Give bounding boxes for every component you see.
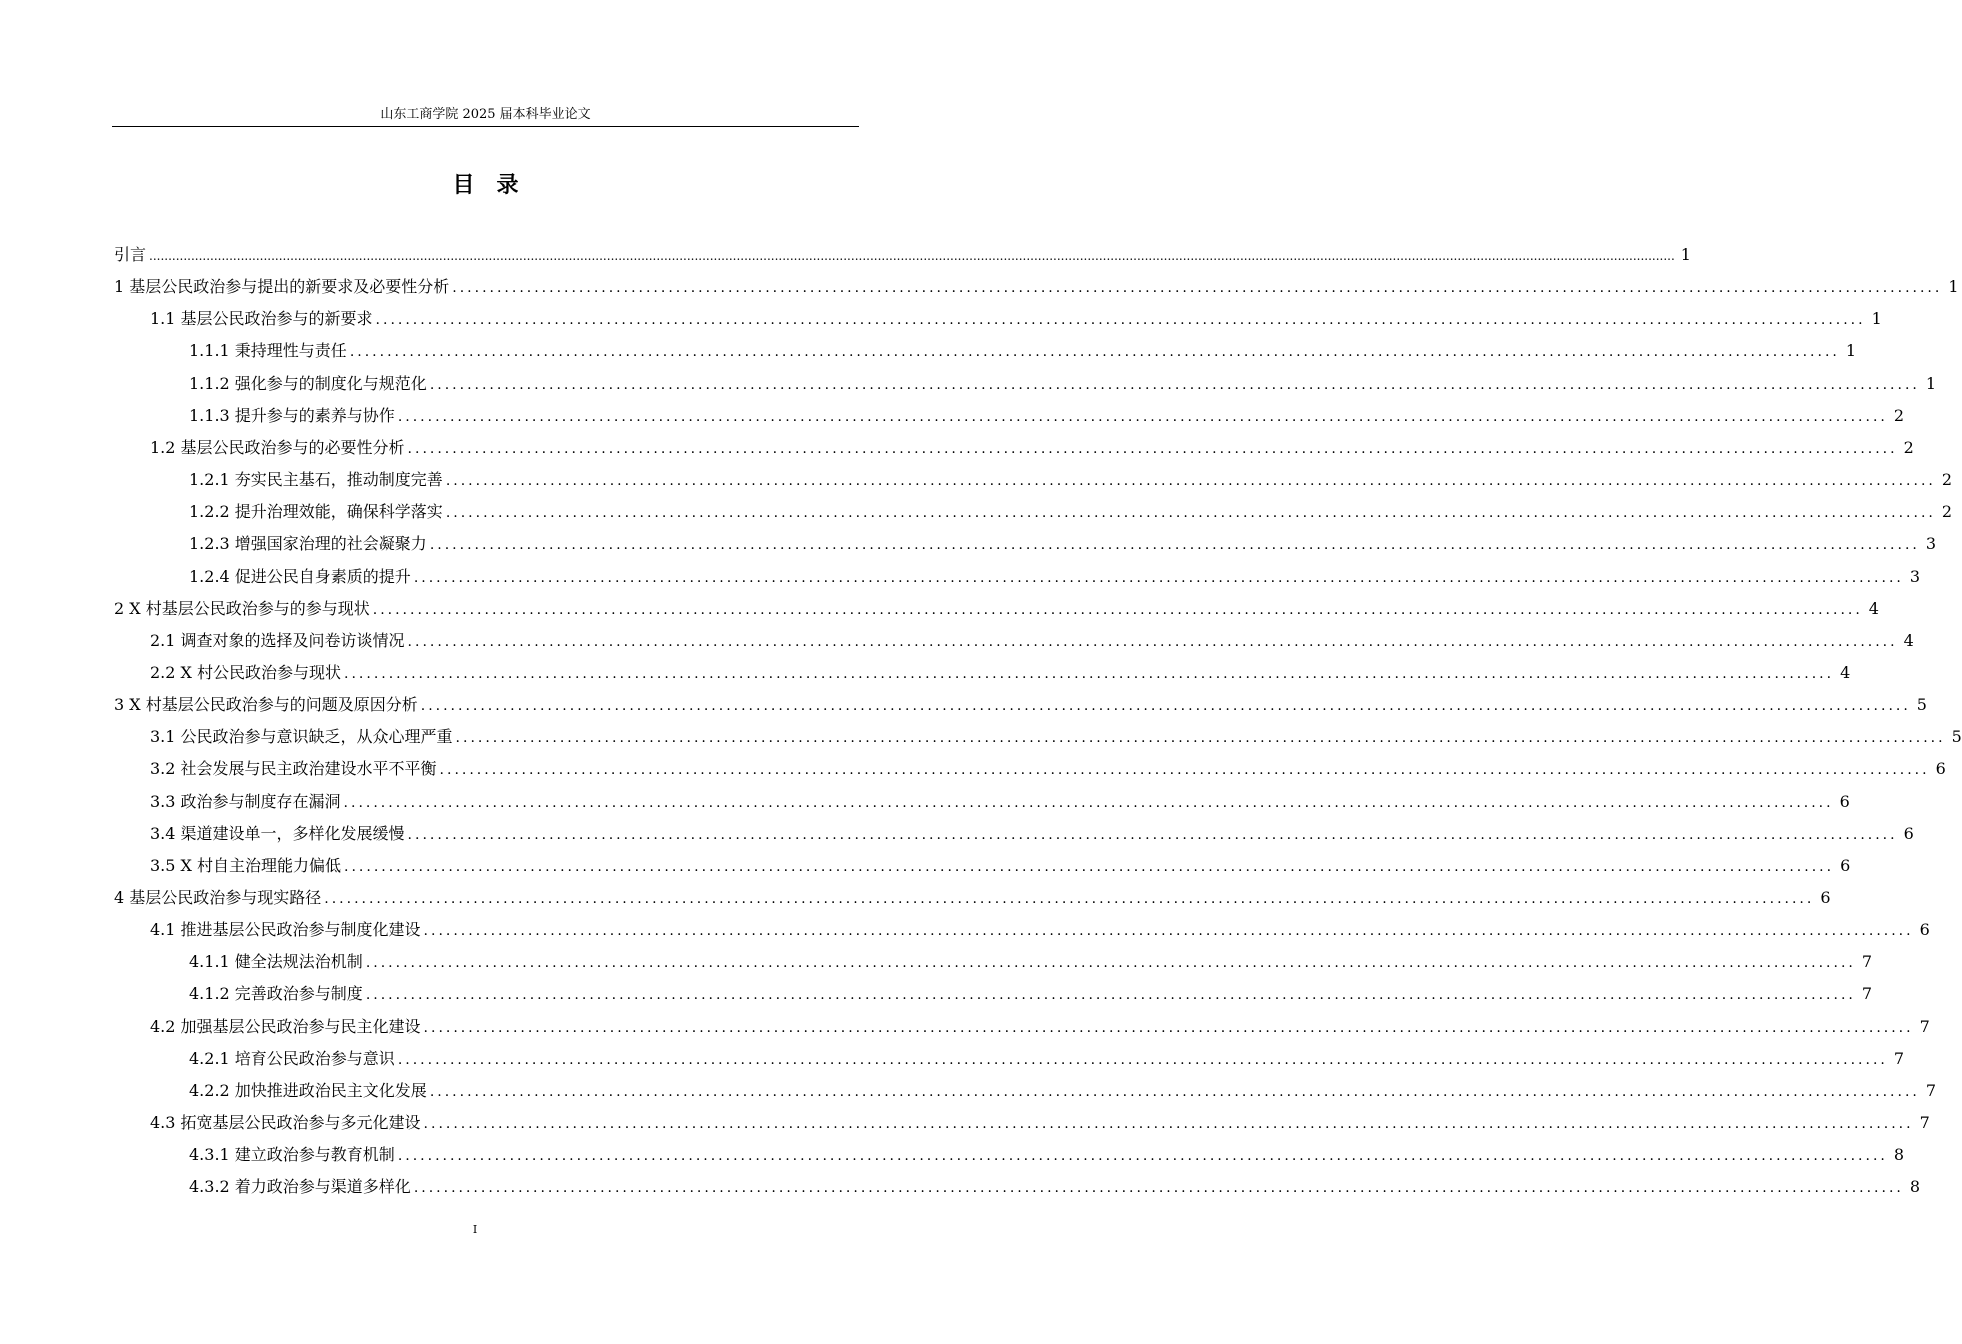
toc-entry-page-number: 7 (1925, 1080, 1937, 1100)
toc-dot-leader: ........................................................................................................................................................................................................ (397, 1051, 1888, 1068)
toc-entry-page-number: 6 (1935, 759, 1946, 779)
toc-entry-page-number: 7 (1861, 952, 1873, 972)
toc-dot-leader: ........................................................................................................................................................................................................ (375, 312, 1866, 329)
toc-entry-page-number: 1 (1948, 277, 1959, 297)
toc-dot-leader: ................................................................................................................................................................................................................................................................................................................................................................................................................ (149, 249, 1675, 263)
toc-dot-leader: ........................................................................................................................................................................................................ (407, 826, 1898, 843)
toc-entry-label: 2.1 调查对象的选择及问卷访谈情况 (150, 630, 405, 650)
toc-entry[interactable] (189, 500, 1953, 524)
toc-entry[interactable] (189, 1079, 1937, 1103)
toc-entry-label: 1 基层公民政治参与提出的新要求及必要性分析 (114, 277, 450, 297)
toc-entry-page-number: 6 (1839, 791, 1850, 811)
toc-entry[interactable] (189, 565, 1921, 589)
toc-entry-page-number: 4 (1868, 598, 1879, 618)
toc-entry-page-number: 3 (1925, 534, 1937, 554)
toc-entry-label: 引言 (114, 245, 147, 264)
toc-dot-leader: ........................................................................................................................................................................................................ (413, 569, 1904, 586)
toc-entry-page-number: 1 (1845, 341, 1857, 361)
toc-entry[interactable] (189, 468, 1953, 492)
toc-entry-page-number: 1 (1871, 309, 1882, 329)
toc-entry[interactable] (189, 1047, 1905, 1071)
toc-entry[interactable] (150, 757, 1946, 781)
toc-entry[interactable] (114, 243, 1691, 267)
toc-entry[interactable] (150, 436, 1914, 460)
toc-entry[interactable] (189, 532, 1937, 556)
toc-entry-label: 1.2.1 夯实民主基石，推动制度完善 (189, 470, 443, 489)
toc-entry[interactable] (189, 1143, 1905, 1167)
toc-entry[interactable] (189, 950, 1873, 974)
toc-entry[interactable] (189, 339, 1857, 363)
toc-entry-label: 4.1.2 完善政治参与制度 (189, 984, 363, 1004)
toc-entry-label: 1.1.1 秉持理性与责任 (189, 341, 347, 361)
toc-dot-leader: ........................................................................................................................................................................................................ (423, 1019, 1914, 1036)
toc-title-char-1: 目 (452, 173, 475, 198)
toc-dot-leader: ........................................................................................................................................................................................................ (445, 505, 1936, 522)
toc-entry-page-number: 1 (1680, 245, 1691, 264)
toc-entry-label: 4.2 加强基层公民政治参与民主化建设 (150, 1016, 421, 1036)
toc-entry-label: 2.2 X 村公民政治参与现状 (150, 663, 342, 682)
toc-entry[interactable] (150, 1111, 1930, 1135)
toc-dot-leader: ........................................................................................................................................................................................................ (372, 601, 1863, 618)
toc-entry-page-number: 1 (1925, 373, 1937, 393)
toc-entry-page-number: 8 (1909, 1177, 1921, 1197)
toc-entry-page-number: 5 (1951, 727, 1962, 747)
toc-entry[interactable] (189, 372, 1937, 396)
toc-entry-label: 1.2 基层公民政治参与的必要性分析 (150, 437, 405, 457)
toc-entry-label: 3.4 渠道建设单一，多样化发展缓慢 (150, 823, 405, 843)
toc-entry-label: 4.1 推进基层公民政治参与制度化建设 (150, 920, 421, 940)
toc-dot-leader: ........................................................................................................................................................................................................ (420, 698, 1911, 715)
toc-entry-label: 4.2.2 加快推进政治民主文化发展 (189, 1080, 427, 1100)
toc-entry[interactable] (114, 693, 1927, 717)
toc-entry[interactable] (189, 1175, 1921, 1199)
toc-dot-leader: ........................................................................................................................................................................................................ (452, 280, 1943, 297)
toc-entry-page-number: 6 (1820, 888, 1831, 907)
toc-entry-page-number: 7 (1893, 1048, 1905, 1068)
toc-entry-page-number: 2 (1903, 437, 1914, 457)
toc-entry-label: 4 基层公民政治参与现实路径 (114, 888, 322, 907)
running-header: 山东工商学院 2025 届本科毕业论文 (380, 107, 591, 122)
toc-dot-leader: ........................................................................................................................................................................................................ (407, 633, 1898, 650)
toc-entry-label: 3 X 村基层公民政治参与的问题及原因分析 (114, 695, 418, 715)
toc-entry-label: 1.1.2 强化参与的制度化与规范化 (189, 373, 427, 393)
toc-entry[interactable] (114, 597, 1879, 621)
toc-entry-label: 3.3 政治参与制度存在漏洞 (150, 791, 341, 811)
toc-entry-label: 4.3.1 建立政治参与教育机制 (189, 1145, 395, 1165)
toc-entry-label: 4.2.1 培育公民政治参与意识 (189, 1048, 395, 1068)
toc-entry-label: 1.1.3 提升参与的素养与协作 (189, 405, 395, 425)
toc-entry[interactable] (150, 822, 1914, 846)
toc-entry-page-number: 2 (1893, 405, 1905, 425)
toc-entry[interactable] (189, 404, 1905, 428)
toc-dot-leader: ........................................................................................................................................................................................................ (324, 891, 1815, 907)
toc-dot-leader: ........................................................................................................................................................................................................ (344, 858, 1835, 875)
toc-dot-leader: ........................................................................................................................................................................................................ (397, 1148, 1888, 1165)
toc-dot-leader: ........................................................................................................................................................................................................ (445, 473, 1936, 489)
toc-entry-page-number: 7 (1861, 984, 1873, 1004)
toc-entry-page-number: 8 (1893, 1145, 1905, 1165)
toc-entry[interactable] (150, 918, 1930, 942)
toc-entry-label: 4.1.1 健全法规法治机制 (189, 952, 363, 972)
toc-dot-leader: ........................................................................................................................................................................................................ (397, 408, 1888, 425)
toc-entry-label: 1.2.4 促进公民自身素质的提升 (189, 566, 411, 586)
toc-dot-leader: ........................................................................................................................................................................................................ (429, 376, 1920, 393)
toc-dot-leader: ........................................................................................................................................................................................................ (349, 344, 1840, 361)
toc-dot-leader: ........................................................................................................................................................................................................ (423, 923, 1914, 940)
toc-dot-leader: ........................................................................................................................................................................................................ (365, 987, 1856, 1004)
toc-entry[interactable] (114, 275, 1959, 299)
toc-entry-page-number: 5 (1916, 695, 1927, 715)
toc-entry-label: 1.2.3 增强国家治理的社会凝聚力 (189, 534, 427, 554)
toc-entry[interactable] (150, 629, 1914, 653)
toc-entry-label: 1.1 基层公民政治参与的新要求 (150, 309, 373, 329)
toc-entry[interactable] (150, 790, 1850, 814)
toc-entry[interactable] (150, 1015, 1930, 1039)
toc-dot-leader: ........................................................................................................................................................................................................ (413, 1180, 1904, 1197)
toc-entry-label: 1.2.2 提升治理效能，确保科学落实 (189, 502, 443, 522)
toc-entry-page-number: 3 (1909, 566, 1921, 586)
toc-entry-page-number: 2 (1941, 502, 1953, 522)
toc-entry-page-number: 2 (1941, 470, 1953, 489)
toc-entry-label: 3.2 社会发展与民主政治建设水平不平衡 (150, 759, 437, 779)
toc-entry-label: 2 X 村基层公民政治参与的参与现状 (114, 598, 370, 618)
toc-entry[interactable] (189, 982, 1873, 1006)
toc-entry[interactable] (150, 307, 1882, 331)
toc-dot-leader: ........................................................................................................................................................................................................ (439, 762, 1930, 779)
toc-entry-label: 3.5 X 村自主治理能力偏低 (150, 855, 342, 875)
toc-entry-page-number: 7 (1919, 1016, 1930, 1036)
toc-entry-label: 4.3.2 着力政治参与渠道多样化 (189, 1177, 411, 1197)
toc-entry-page-number: 6 (1903, 823, 1914, 843)
toc-entry-label: 4.3 拓宽基层公民政治参与多元化建设 (150, 1113, 421, 1132)
toc-entry[interactable] (150, 725, 1962, 749)
toc-dot-leader: ........................................................................................................................................................................................................ (344, 666, 1835, 682)
toc-entry-page-number: 4 (1903, 630, 1914, 650)
toc-dot-leader: ........................................................................................................................................................................................................ (423, 1116, 1914, 1132)
toc-dot-leader: ........................................................................................................................................................................................................ (407, 440, 1898, 457)
toc-dot-leader: ........................................................................................................................................................................................................ (365, 955, 1856, 972)
page-number: I (472, 1223, 478, 1236)
toc-entry-page-number: 4 (1840, 663, 1851, 682)
toc-entry[interactable] (114, 886, 1831, 910)
toc-entry-page-number: 6 (1919, 920, 1930, 940)
toc-entry-page-number: 7 (1919, 1113, 1930, 1132)
toc-dot-leader: ........................................................................................................................................................................................................ (429, 1083, 1920, 1100)
toc-entry[interactable] (150, 661, 1851, 685)
toc-title-char-2: 录 (496, 173, 519, 198)
toc-entry[interactable] (150, 854, 1851, 878)
toc-dot-leader: ........................................................................................................................................................................................................ (455, 730, 1946, 747)
toc-dot-leader: ........................................................................................................................................................................................................ (429, 537, 1920, 554)
toc-dot-leader: ........................................................................................................................................................................................................ (343, 794, 1834, 811)
toc-entry-label: 3.1 公民政治参与意识缺乏，从众心理严重 (150, 727, 453, 747)
toc-entry-page-number: 6 (1840, 855, 1851, 875)
